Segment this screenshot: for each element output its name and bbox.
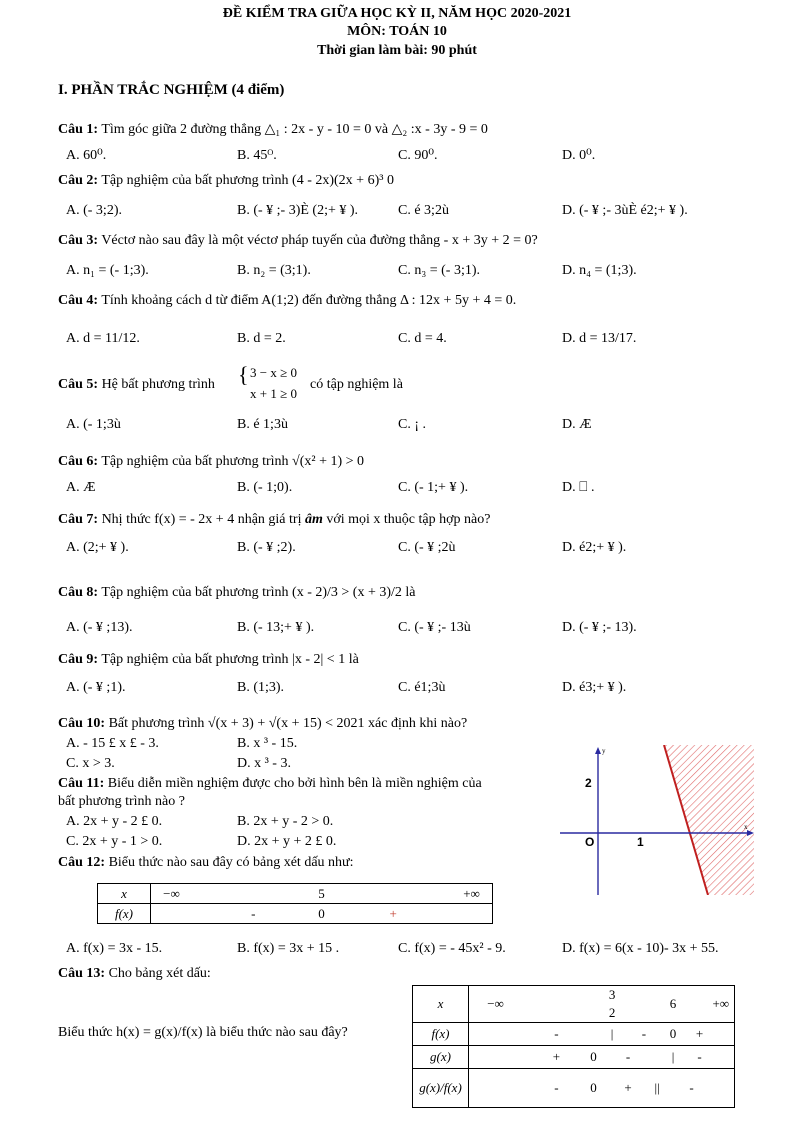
question-12: Câu 12: Biểu thức nào sau đây có bảng xét dấu như: [58,855,354,870]
question-5: Câu 5: Hệ bất phương trình [58,377,215,392]
table-cell [469,1069,735,1108]
question-6: Câu 6: Tập nghiệm của bất phương trình √(x² + 1) > 0 [58,454,365,469]
question-3: Câu 3: Véctơ nào sau đây là một véctơ pháp tuyến của đường thẳng - x + 3y + 2 = 0? [58,233,538,248]
q10-option-a[interactable]: A. - 15 £ x £ - 3. [66,736,159,751]
table-value: | [610,1026,614,1041]
q7-option-c[interactable]: C. (- ¥ ;2ù [398,540,456,555]
q1-option-a[interactable]: A. 60⁰. [66,148,107,163]
table-value: - [251,905,256,921]
q11-option-c[interactable]: C. 2x + y - 1 > 0. [66,834,163,849]
table-header-cell: x [413,986,469,1023]
table-header-cell: x [98,884,151,904]
q12-option-b[interactable]: B. f(x) = 3x + 15 . [237,941,340,956]
table-row [413,1023,735,1046]
q8-option-c[interactable]: C. (- ¥ ;- 13ù [398,620,471,635]
table-value: +∞ [712,996,730,1011]
table-header-cell: g(x)/f(x) [413,1069,469,1108]
q8-option-a[interactable]: A. (- ¥ ;13). [66,620,133,635]
question-4: Câu 4: Tính khoảng cách d từ điểm A(1;2) đến đường thẳng Δ : 12x + 5y + 4 = 0. [58,293,517,308]
origin-label: O [585,835,595,849]
q5-tail: có tập nghiệm là [310,377,403,392]
table-cell [469,1046,735,1069]
sign-table-12 [97,883,493,924]
x-axis-label: x [744,823,748,831]
q5-option-c[interactable]: C. ¡ . [398,417,426,432]
shaded-region [664,745,754,895]
y-axis-label: y [602,747,606,755]
table-cell [469,986,735,1023]
q7-option-b[interactable]: B. (- ¥ ;2). [237,540,296,555]
table-row [413,1046,735,1069]
table-value: | [671,1049,675,1064]
question-10: Câu 10: Bất phương trình √(x + 3) + √(x + 15) < 2021 xác định khi nào? [58,716,468,731]
q3-option-c[interactable]: C. n₃ = (- 3;1). [398,263,480,278]
table-cell [151,884,493,904]
q4-option-a[interactable]: A. d = 11/12. [66,331,140,346]
table-value: - [625,1049,631,1064]
q2-option-d[interactable]: D. (- ¥ ;- 3ùÈ é2;+ ¥ ). [562,203,688,218]
table-value: 0 [318,905,325,921]
q5-option-a[interactable]: A. (- 1;3ù [66,417,121,432]
q3-option-a[interactable]: A. n₁ = (- 1;3). [66,263,149,278]
table-value: - [554,1026,559,1041]
table-value: 6 [669,996,677,1011]
table-value: - [697,1049,702,1064]
table-value: 3 [608,987,616,1002]
solution-region-graph [560,745,754,895]
header-line-1: ĐỀ KIỂM TRA GIỮA HỌC KỲ II, NĂM HỌC 2020-2021 [222,6,572,21]
q9-option-c[interactable]: C. é1;3ù [398,680,446,695]
q1-option-c[interactable]: C. 90⁰. [398,148,438,163]
table-row [98,884,493,904]
q7-option-d[interactable]: D. é2;+ ¥ ). [562,540,627,555]
x-tick-label: 1 [637,835,644,849]
q11-option-b[interactable]: B. 2x + y - 2 > 0. [237,814,334,829]
question-2: Câu 2: Tập nghiệm của bất phương trình (4 - 2x)(2x + 6)³ 0 [58,173,394,188]
table-value: 2 [608,1005,616,1020]
q11-option-a[interactable]: A. 2x + y - 2 £ 0. [66,814,163,829]
q8-option-b[interactable]: B. (- 13;+ ¥ ). [237,620,315,635]
section-title: I. PHẦN TRẮC NGHIỆM (4 điểm) [58,82,285,98]
table-value: −∞ [487,996,504,1011]
system-line-1: 3 − x ≥ 0 [250,365,297,380]
q9-option-a[interactable]: A. (- ¥ ;1). [66,680,126,695]
q12-option-d[interactable]: D. f(x) = 6(x - 10)- 3x + 55. [562,941,719,956]
q2-option-b[interactable]: B. (- ¥ ;- 3)È (2;+ ¥ ). [237,203,359,218]
q3-option-d[interactable]: D. n₄ = (1;3). [562,263,637,278]
question-11: Câu 11: Biểu diễn miền nghiệm được cho bởi hình bên là miền nghiệm của [58,776,482,791]
table-header-cell: g(x) [413,1046,469,1069]
q12-option-c[interactable]: C. f(x) = - 45x² - 9. [398,941,506,956]
question-8: Câu 8: Tập nghiệm của bất phương trình (x - 2)/3 > (x + 3)/2 là [58,585,416,600]
q9-option-d[interactable]: D. é3;+ ¥ ). [562,680,627,695]
y-tick-label: 2 [585,776,592,790]
table-value: + [552,1049,561,1064]
table-value: + [389,905,397,921]
q1-option-d[interactable]: D. 0⁰. [562,148,596,163]
table-value: || [654,1080,660,1095]
q5-option-d[interactable]: D. Æ [562,417,592,432]
table-value: + [695,1026,704,1041]
table-row [98,904,493,924]
table-value: - [641,1026,647,1041]
table-header-cell: f(x) [413,1023,469,1046]
q6-option-d[interactable]: D. ⎕ . [562,480,595,495]
question-7: Câu 7: Nhị thức f(x) = - 2x + 4 nhận giá trị âm với mọi x thuộc tập hợp nào? [58,512,491,527]
q10-option-b[interactable]: B. x ³ - 15. [237,736,298,751]
q4-option-d[interactable]: D. d = 13/17. [562,331,637,346]
q3-option-b[interactable]: B. n₂ = (3;1). [237,263,311,278]
system-brace: { [238,362,249,387]
sign-table-13 [412,985,735,1108]
q6-option-b[interactable]: B. (- 1;0). [237,480,293,495]
question-11-line-2: bất phương trình nào ? [58,794,185,809]
header-line-3: Thời gian làm bài: 90 phút [317,43,477,58]
table-value: −∞ [163,885,180,901]
question-1: Câu 1: Tìm góc giữa 2 đường thẳng △₁ : 2x - y - 10 = 0 và △₂ :x - 3y - 9 = 0 [58,122,488,137]
q2-option-a[interactable]: A. (- 3;2). [66,203,122,218]
table-row [413,986,735,1023]
q2-option-c[interactable]: C. é 3;2ù [398,203,449,218]
q4-option-c[interactable]: C. d = 4. [398,331,447,346]
table-row [413,1069,735,1108]
system-line-2: x + 1 ≥ 0 [250,386,297,401]
table-value: +∞ [463,885,480,901]
q8-option-d[interactable]: D. (- ¥ ;- 13). [562,620,637,635]
q10-option-d[interactable]: D. x ³ - 3. [237,756,291,771]
q12-option-a[interactable]: A. f(x) = 3x - 15. [66,941,163,956]
q13-expression: Biểu thức h(x) = g(x)/f(x) là biểu thức nào sau đây? [58,1025,348,1040]
table-value: 0 [590,1080,597,1095]
q5-option-b[interactable]: B. é 1;3ù [237,417,288,432]
q9-option-b[interactable]: B. (1;3). [237,680,285,695]
header-line-2: MÔN: TOÁN 10 [347,24,447,39]
q10-option-c[interactable]: C. x > 3. [66,756,115,771]
table-value: - [689,1080,694,1095]
question-13: Câu 13: Cho bảng xét dấu: [58,966,211,981]
table-cell [469,1023,735,1046]
q1-option-b[interactable]: B. 45ᴼ. [237,148,277,163]
table-value: - [554,1080,559,1095]
table-value: 0 [590,1049,597,1064]
table-value: 0 [669,1026,677,1041]
table-value: 5 [318,885,325,901]
y-axis-arrow [595,747,601,754]
question-9: Câu 9: Tập nghiệm của bất phương trình |x - 2| < 1 là [58,652,359,667]
q6-option-a[interactable]: A. Æ [66,480,96,495]
table-cell [151,904,493,924]
q6-option-c[interactable]: C. (- 1;+ ¥ ). [398,480,469,495]
table-header-cell: f(x) [98,904,151,924]
q11-option-d[interactable]: D. 2x + y + 2 £ 0. [237,834,337,849]
table-value: + [624,1080,632,1095]
q4-option-b[interactable]: B. d = 2. [237,331,286,346]
q7-option-a[interactable]: A. (2;+ ¥ ). [66,540,129,555]
